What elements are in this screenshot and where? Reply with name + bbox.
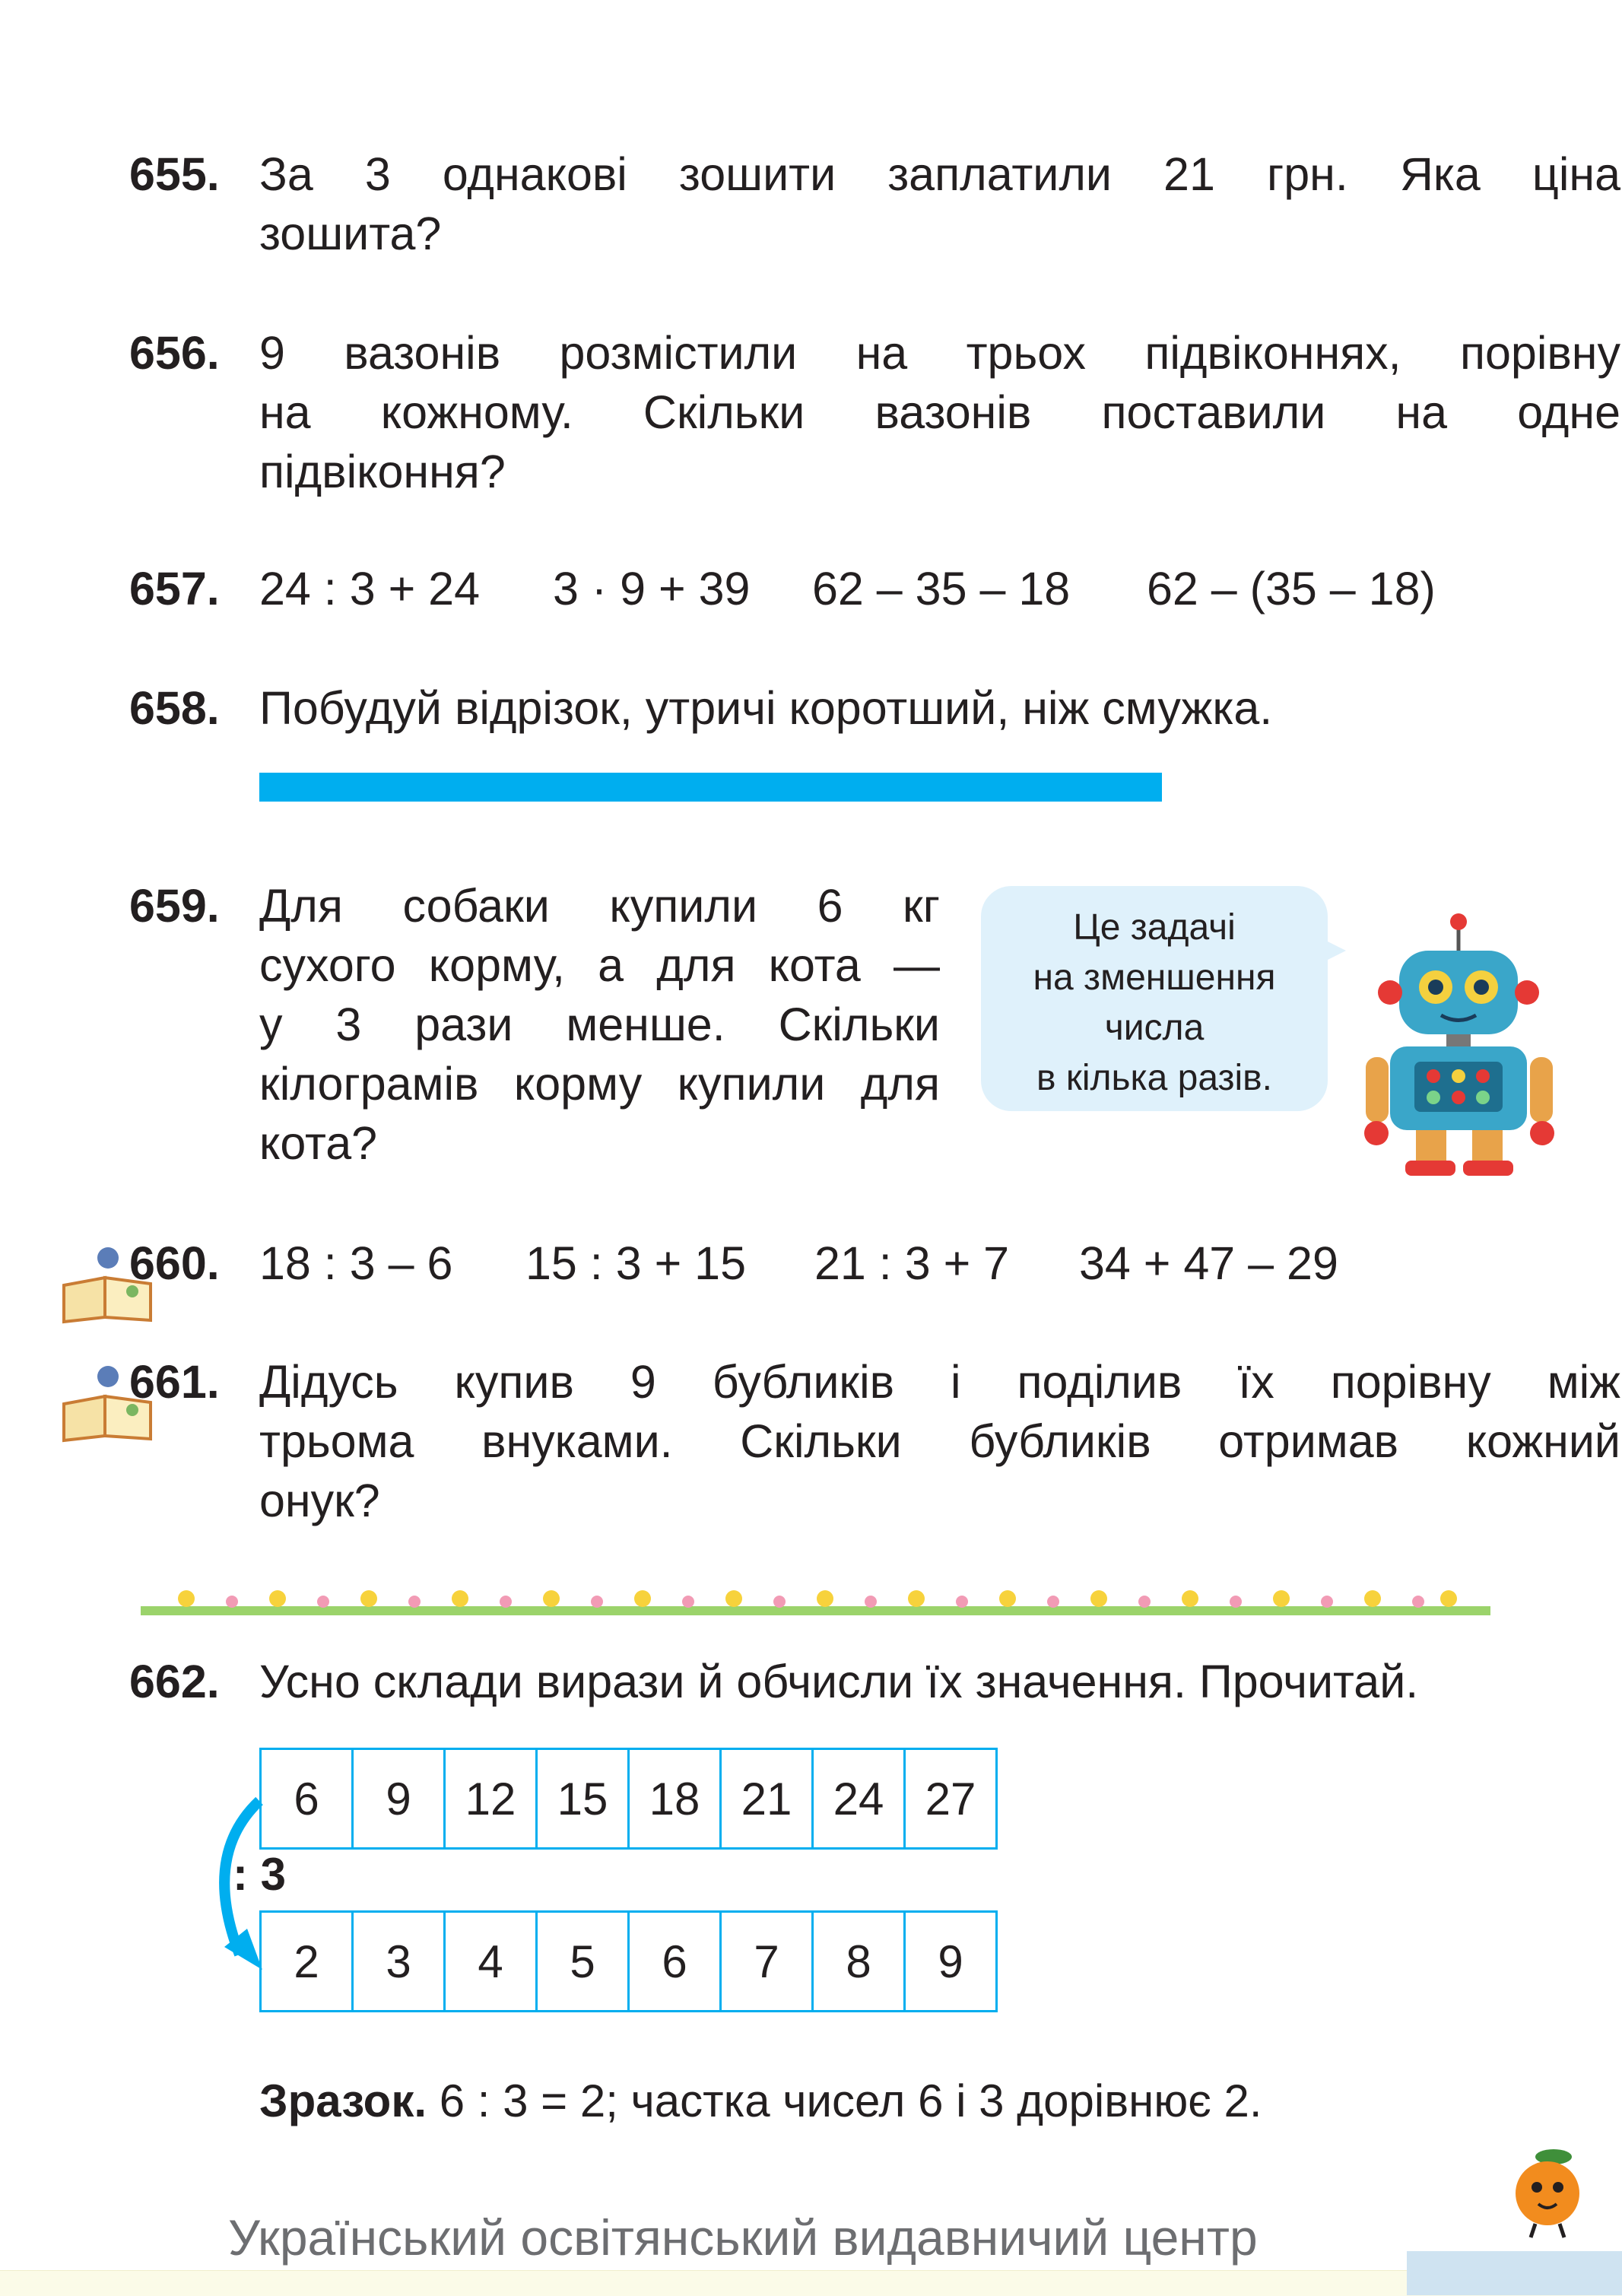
table-cell: 21: [721, 1749, 813, 1849]
table-cell: 7: [721, 1912, 813, 2012]
flower-border: [141, 1573, 1490, 1618]
table-cell: 27: [905, 1749, 997, 1849]
publisher-name: Український освітянський видавничий центр: [228, 2209, 1258, 2266]
bubble-line: в кілька разів.: [1036, 1058, 1272, 1098]
orange-mascot-icon: [1502, 2143, 1593, 2242]
table-cell: 3: [353, 1912, 445, 2012]
expression: 62 – (35 – 18): [1147, 563, 1436, 614]
bubble-line: числа: [1104, 1008, 1205, 1048]
expression: 3 · 9 + 39: [553, 563, 751, 614]
task-text: За 3 однакові зошити заплатили 21 грн. Яка ціна зошита?: [259, 148, 1620, 259]
task-text: Для собаки купили 6 кг сухого корму, а для кота — у 3 рази менше. Скільки кілограмів корму купили для кота?: [259, 880, 940, 1169]
expression: 18 : 3 – 6: [259, 1237, 453, 1289]
expression: 21 : 3 + 7: [814, 1237, 1010, 1289]
page-tab: [1407, 2251, 1622, 2295]
sample-text: 6 : 3 = 2; частка чисел 6 і 3 дорівнює 2.: [439, 2075, 1262, 2126]
table-cell: 15: [537, 1749, 629, 1849]
table-cell: 12: [445, 1749, 537, 1849]
table-cell: 4: [445, 1912, 537, 2012]
table-cell: 6: [629, 1912, 721, 2012]
task-text: 9 вазонів розмістили на трьох підвіконнях, порівну на кожному. Скільки вазонів поставили на одне підвіконня?: [259, 327, 1620, 497]
dividend-table: [259, 1748, 998, 1850]
expression: 15 : 3 + 15: [525, 1237, 746, 1289]
task-number: 660.: [129, 1237, 220, 1289]
task-number: 661.: [129, 1356, 220, 1408]
task-number: 656.: [129, 327, 220, 379]
task-text: Побудуй відрізок, утричі коротший, ніж смужка.: [259, 682, 1273, 734]
footer-strip: [0, 2270, 1622, 2296]
task-text: Усно склади вирази й обчисли їх значення. Прочитай.: [259, 1656, 1419, 1707]
task-number: 662.: [129, 1656, 220, 1707]
task-number: 655.: [129, 148, 220, 200]
table-cell: 18: [629, 1749, 721, 1849]
division-operation: : 3: [233, 1849, 287, 1900]
table-cell: 5: [537, 1912, 629, 2012]
expression: 62 – 35 – 18: [812, 563, 1071, 614]
speech-bubble: [981, 886, 1328, 1111]
task-number: 658.: [129, 682, 220, 734]
sample-label: Зразок.: [259, 2075, 427, 2126]
quotient-table: [259, 1910, 998, 2012]
table-cell: 6: [261, 1749, 353, 1849]
bubble-line: Це задачі: [1073, 907, 1236, 948]
table-cell: 9: [353, 1749, 445, 1849]
table-cell: 9: [905, 1912, 997, 2012]
bubble-tail: [1316, 935, 1346, 966]
expression: 24 : 3 + 24: [259, 563, 480, 614]
bubble-line: на зменшення: [1033, 957, 1276, 998]
task-number: 657.: [129, 563, 220, 614]
task-number: 659.: [129, 880, 220, 932]
blue-strip: [259, 773, 1162, 802]
task-text: Дідусь купив 9 бубликів і поділив їх порівну між трьома внуками. Скільки бубликів отримав кожний онук?: [259, 1356, 1620, 1526]
table-cell: 8: [813, 1912, 905, 2012]
sample-line: [259, 2075, 1262, 2127]
table-cell: 24: [813, 1749, 905, 1849]
table-cell: 2: [261, 1912, 353, 2012]
robot-icon: [1361, 913, 1582, 1179]
expression: 34 + 47 – 29: [1079, 1237, 1338, 1289]
